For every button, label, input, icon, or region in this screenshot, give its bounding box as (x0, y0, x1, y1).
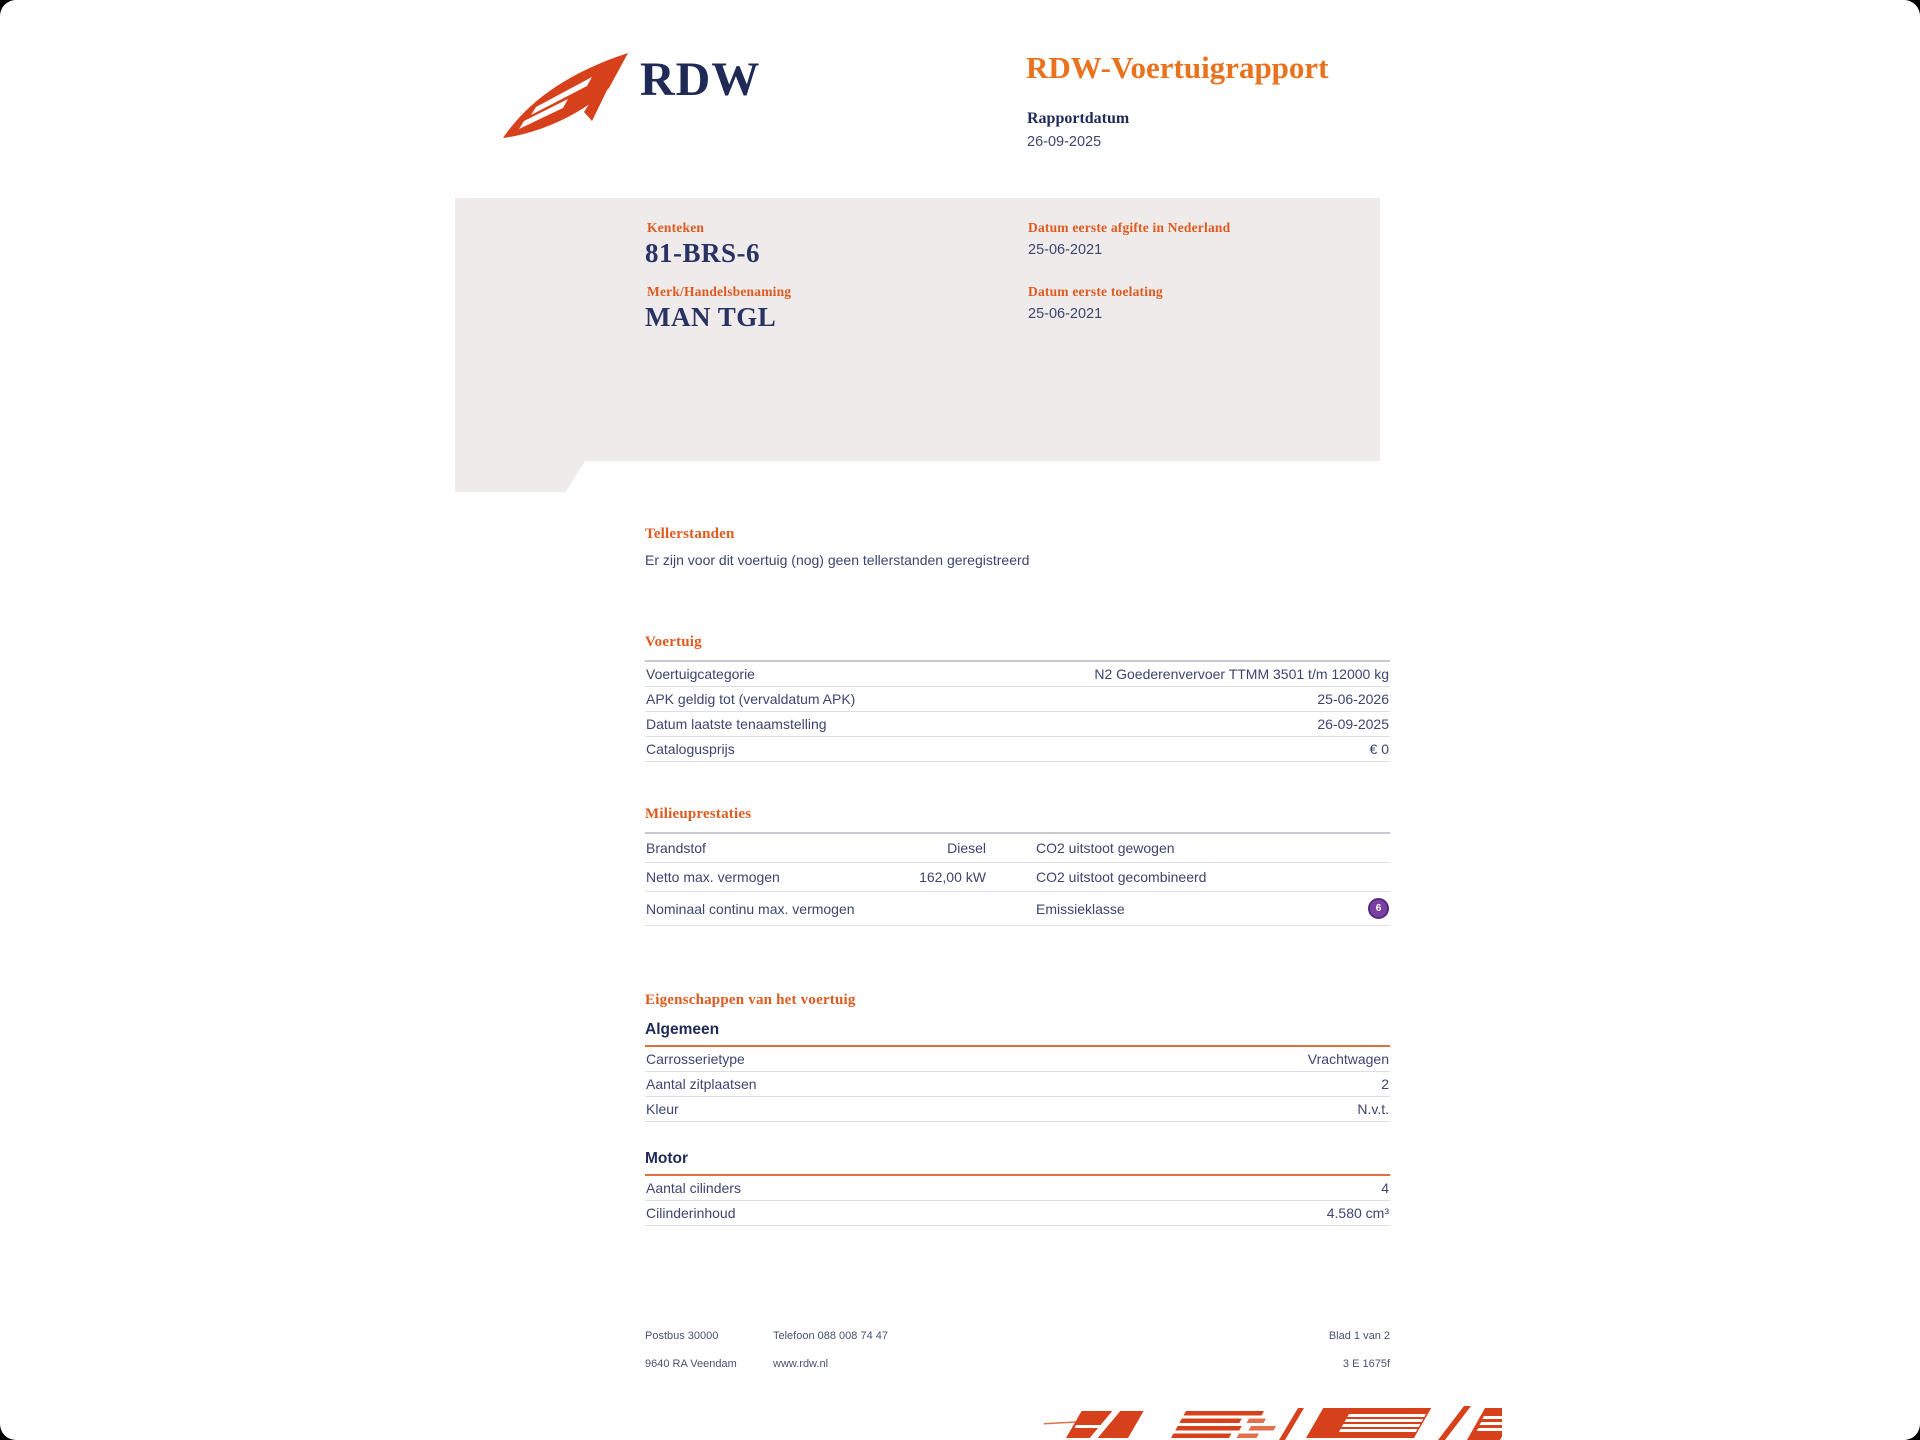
eigenschappen-title: Eigenschappen van het voertuig (645, 992, 856, 1008)
row-label: Datum laatste tenaamstelling (646, 716, 827, 732)
footer-postbus: Postbus 30000 (645, 1330, 719, 1342)
table-row (645, 687, 1390, 712)
row-label: Netto max. vermogen (646, 869, 780, 885)
merk-value: MAN TGL (645, 302, 777, 332)
table-row (645, 737, 1390, 762)
row-label: Brandstof (646, 840, 706, 856)
voertuig-table (645, 660, 1390, 762)
row-value: 4 (1381, 1180, 1389, 1196)
table-row (645, 1201, 1390, 1226)
table-row (645, 863, 1390, 892)
table-row (645, 834, 1390, 863)
table-row (645, 1176, 1390, 1201)
voertuig-title: Voertuig (645, 634, 702, 650)
row-label: Catalogusprijs (646, 741, 735, 757)
row-value: Diesel (947, 840, 986, 856)
algemeen-heading: Algemeen (645, 1021, 1390, 1047)
footer-line-2 (645, 1358, 1390, 1386)
row-label: CO2 uitstoot gecombineerd (1036, 869, 1207, 885)
row-label: CO2 uitstoot gewogen (1036, 840, 1175, 856)
row-label: Nominaal continu max. vermogen (646, 900, 855, 917)
row-label: APK geldig tot (vervaldatum APK) (646, 691, 856, 707)
vehicle-summary-box (455, 198, 1380, 461)
emissieklasse-cell (1286, 898, 1389, 919)
rdw-wing-icon (500, 50, 632, 142)
milieuprestaties-title: Milieuprestaties (645, 806, 752, 822)
section-tellerstanden (645, 526, 1390, 568)
section-eigenschappen (645, 992, 1390, 1122)
summary-box-tail (455, 461, 585, 492)
eerste-afgifte-label: Datum eerste afgifte in Nederland (1028, 220, 1231, 235)
page-footer (645, 1330, 1390, 1386)
row-label: Aantal zitplaatsen (646, 1076, 757, 1092)
tellerstanden-title: Tellerstanden (645, 526, 735, 542)
row-value: € 0 (1369, 741, 1389, 757)
row-label: Emissieklasse (1036, 900, 1125, 917)
row-value: N2 Goederenvervoer TTMM 3501 t/m 12000 kg (1094, 666, 1389, 682)
section-motor (645, 1150, 1390, 1226)
footer-website: www.rdw.nl (773, 1358, 829, 1370)
table-row (645, 712, 1390, 737)
row-value: 25-06-2026 (1317, 691, 1389, 707)
report-date-value: 26-09-2025 (1027, 134, 1102, 150)
row-value: 26-09-2025 (1317, 716, 1389, 732)
row-label: Aantal cilinders (646, 1180, 741, 1196)
emissieklasse-badge: 6 (1368, 898, 1389, 919)
report-title: RDW-Voertuigrapport (1026, 50, 1329, 85)
row-value: 162,00 kW (919, 869, 986, 885)
eerste-afgifte-value: 25-06-2021 (1028, 242, 1103, 258)
row-value: 4.580 cm³ (1326, 1205, 1389, 1221)
rdw-speed-stripes-graphic (1044, 1406, 1502, 1440)
row-label: Cilinderinhoud (646, 1205, 736, 1221)
kenteken-value: 81-BRS-6 (645, 238, 761, 268)
eerste-toelating-label: Datum eerste toelating (1028, 284, 1163, 299)
milieuprestaties-table (645, 832, 1390, 926)
footer-phone: Telefoon 088 008 74 47 (773, 1330, 888, 1342)
algemeen-table (645, 1047, 1390, 1122)
footer-form-code: 3 E 1675f (1342, 1358, 1390, 1370)
motor-table (645, 1176, 1390, 1226)
footer-line-1 (645, 1330, 1390, 1358)
table-row (645, 1072, 1390, 1097)
tellerstanden-message: Er zijn voor dit voertuig (nog) geen tellerstanden geregistreerd (645, 552, 1030, 568)
row-value: Vrachtwagen (1307, 1051, 1389, 1067)
motor-heading: Motor (645, 1150, 1390, 1176)
kenteken-label: Kenteken (647, 220, 705, 235)
table-row (645, 1047, 1390, 1072)
table-row (645, 892, 1390, 926)
table-row (645, 1097, 1390, 1122)
row-label: Voertuigcategorie (646, 666, 755, 682)
section-voertuig (645, 634, 1390, 762)
row-value: N.v.t. (1357, 1101, 1389, 1117)
footer-city: 9640 RA Veendam (645, 1358, 737, 1370)
rdw-logo-text: RDW (640, 53, 761, 106)
section-milieuprestaties (645, 806, 1390, 926)
eerste-toelating-value: 25-06-2021 (1028, 306, 1103, 322)
merk-label: Merk/Handelsbenaming (647, 284, 792, 299)
row-label: Kleur (646, 1101, 679, 1117)
row-label: Carrosserietype (646, 1051, 745, 1067)
report-date-label: Rapportdatum (1027, 110, 1130, 127)
table-row (645, 662, 1390, 687)
footer-page-indicator: Blad 1 van 2 (1328, 1330, 1390, 1342)
row-value: 2 (1381, 1076, 1389, 1092)
